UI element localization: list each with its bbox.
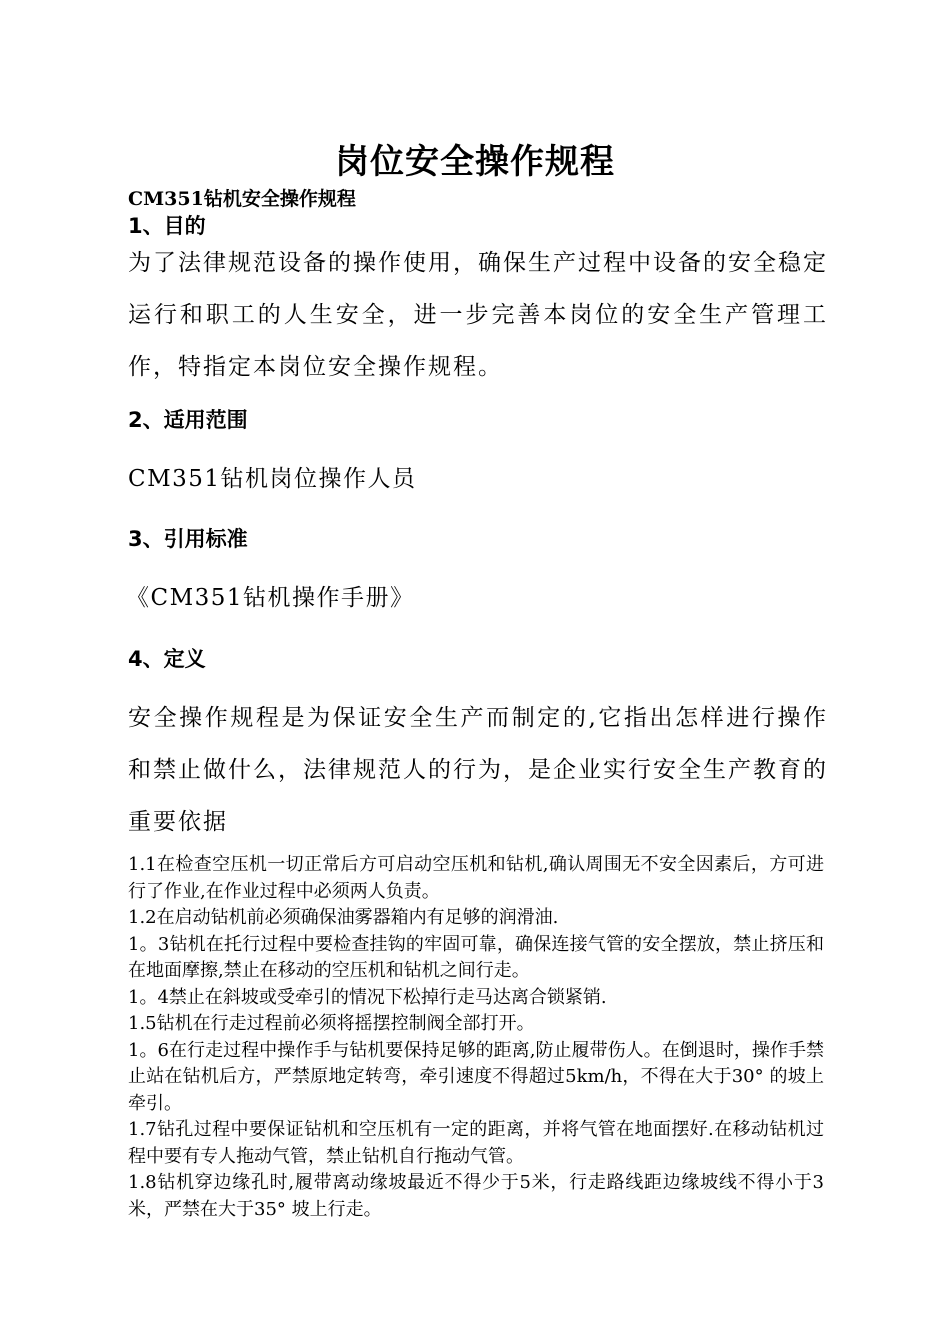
document-title: 岗位安全操作规程: [335, 142, 615, 182]
clause-list: [128, 852, 824, 1223]
clause-item: 1。4禁止在斜坡或受牵引的情况下松掉行走马达离合锁紧销.: [128, 986, 607, 1008]
section-body-definition: 安全操作规程是为保证安全生产而制定的,它指出怎样进行操作和禁止做什么，法律规范人的行为，是企业实行安全生产教育的重要依据: [128, 705, 828, 835]
section-body-scope: CM351钻机岗位操作人员: [128, 466, 417, 492]
clause-item: 1.8钻机穿边缘孔时,履带离动缘坡最近不得少于5米，行走路线距边缘坡线不得小于3米，严禁在大于35° 坡上行走。: [128, 1172, 824, 1220]
section-heading-reference: 3、引用标准: [128, 527, 248, 551]
clause-item: 1.1在检查空压机一切正常后方可启动空压机和钻机,确认周围无不安全因素后，方可进行了作业,在作业过程中必须两人负责。: [128, 854, 824, 902]
clause-item: 1。3钻机在托行过程中要检查挂钩的牢固可靠，确保连接气管的安全摆放，禁止挤压和在地面摩擦,禁止在移动的空压机和钻机之间行走。: [128, 933, 824, 981]
clause-item: 1.5钻机在行走过程前必须将摇摆控制阀全部打开。: [128, 1013, 535, 1034]
clause-item: 1.7钻孔过程中要保证钻机和空压机有一定的距离，并将气管在地面摆好.在移动钻机过程中要有专人拖动气管，禁止钻机自行拖动气管。: [128, 1119, 824, 1167]
clause-item: 1。6在行走过程中操作手与钻机要保持足够的距离,防止履带伤人。在倒退时，操作手禁止站在钻机后方，严禁原地定转弯，牵引速度不得超过5km/h，不得在大于30° 的坡上牵引。: [128, 1039, 824, 1114]
clause-item: 1.2在启动钻机前必须确保油雾器箱内有足够的润滑油.: [128, 907, 559, 928]
section-heading-scope: 2、适用范围: [128, 408, 248, 432]
section-body-reference: 《CM351钻机操作手册》: [126, 585, 415, 611]
document-subtitle: CM351钻机安全操作规程: [128, 188, 356, 210]
section-body-purpose: 为了法律规范设备的操作使用，确保生产过程中设备的安全稳定运行和职工的人生安全，进一步完善本岗位的安全生产管理工作，特指定本岗位安全操作规程。: [128, 250, 828, 380]
section-heading-definition: 4、定义: [128, 647, 206, 671]
section-heading-purpose: 1、目的: [128, 214, 206, 238]
